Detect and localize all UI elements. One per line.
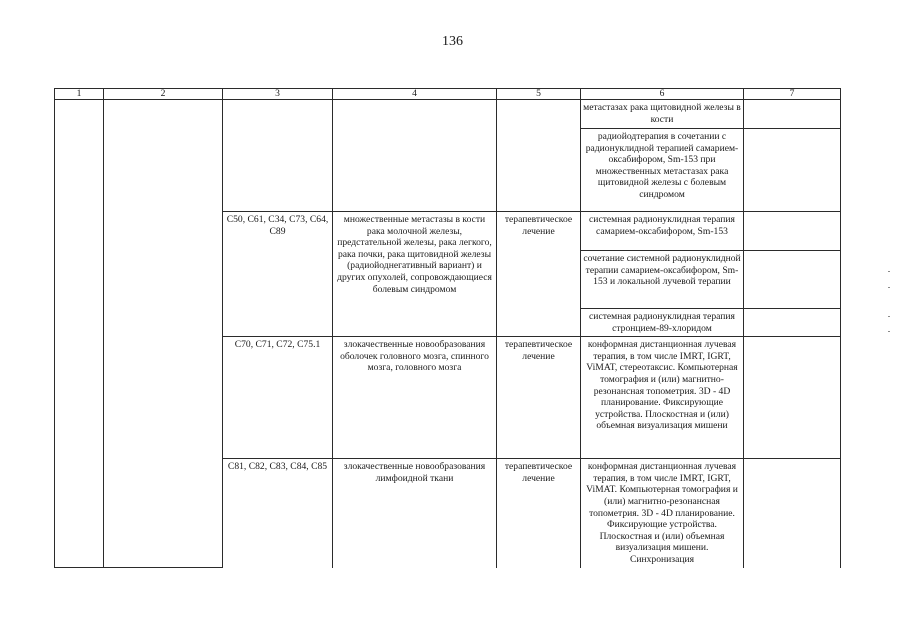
medical-care-table (54, 88, 841, 568)
cell-method: системная радионуклидная терапия стронцием-89-хлоридом (581, 309, 744, 337)
cell-codes (223, 100, 333, 212)
cell-diagnosis: злокачественные новообразования оболочек головного мозга, спинного мозга, головного мозга (333, 337, 497, 459)
cell-codes: C81, C82, C83, C84, C85 (223, 459, 333, 568)
column-header: 3 (223, 89, 333, 100)
cell-method: сочетание системной радионуклидной терапии самарием-оксабифором, Sm-153 и локальной лучевой терапии (581, 251, 744, 309)
cell-treatment-type: терапевтическое лечение (497, 459, 581, 568)
column-header: 7 (744, 89, 841, 100)
column-header: 1 (55, 89, 104, 100)
column-header: 5 (497, 89, 581, 100)
scan-mark (888, 331, 890, 332)
cell-method: конформная дистанционная лучевая терапия, в том числе IMRT, IGRT, ViMAT, стереотаксис. Компьютерная томография и (или) магнитно-резонансная топометрия. 3D - 4D планирование. Фиксирующие устройства. Плоскостная и (или) объемная визуализация мишени (581, 337, 744, 459)
cell-col7 (744, 459, 841, 568)
cell-method: системная радионуклидная терапия самарием-оксабифором, Sm-153 (581, 212, 744, 251)
cell-col7 (744, 337, 841, 459)
column-header: 6 (581, 89, 744, 100)
cell-diagnosis: множественные метастазы в кости рака молочной железы, предстательной железы, рака легкого, рака почки, рака щитовидной железы (радиойоднегативный вариант) и других опухолей, сопровождающиеся болевым синдромом (333, 212, 497, 337)
cell-col7 (744, 251, 841, 309)
cell-treatment-type (497, 100, 581, 212)
cell-col7 (744, 309, 841, 337)
scan-mark (888, 316, 890, 317)
column-number-row (55, 89, 841, 100)
cell-col7 (744, 212, 841, 251)
scan-mark (888, 287, 890, 288)
column-header: 2 (104, 89, 223, 100)
column-header: 4 (333, 89, 497, 100)
cell-col1 (55, 100, 104, 568)
scan-mark (888, 271, 890, 272)
cell-col7 (744, 129, 841, 212)
page-number: 136 (442, 34, 463, 49)
cell-method: радиойодтерапия в сочетании с радионуклидной терапией самарием-оксабифором, Sm-153 при множественных метастазах рака щитовидной железы с болевым синдромом (581, 129, 744, 212)
table-row (55, 100, 841, 129)
cell-diagnosis: злокачественные новообразования лимфоидной ткани (333, 459, 497, 568)
cell-treatment-type: терапевтическое лечение (497, 212, 581, 337)
cell-method: метастазах рака щитовидной железы в кости (581, 100, 744, 129)
cell-col7 (744, 100, 841, 129)
cell-treatment-type: терапевтическое лечение (497, 337, 581, 459)
cell-codes: C50, C61, C34, C73, C64, C89 (223, 212, 333, 337)
cell-codes: C70, C71, C72, C75.1 (223, 337, 333, 459)
cell-method: конформная дистанционная лучевая терапия, в том числе IMRT, IGRT, ViMAT. Компьютерная томография и (или) магнитно-резонансная топометрия. 3D - 4D планирование. Фиксирующие устройства. Плоскостная и (или) объемная визуализация мишени. Синхронизация (581, 459, 744, 568)
cell-diagnosis (333, 100, 497, 212)
cell-col2 (104, 100, 223, 568)
